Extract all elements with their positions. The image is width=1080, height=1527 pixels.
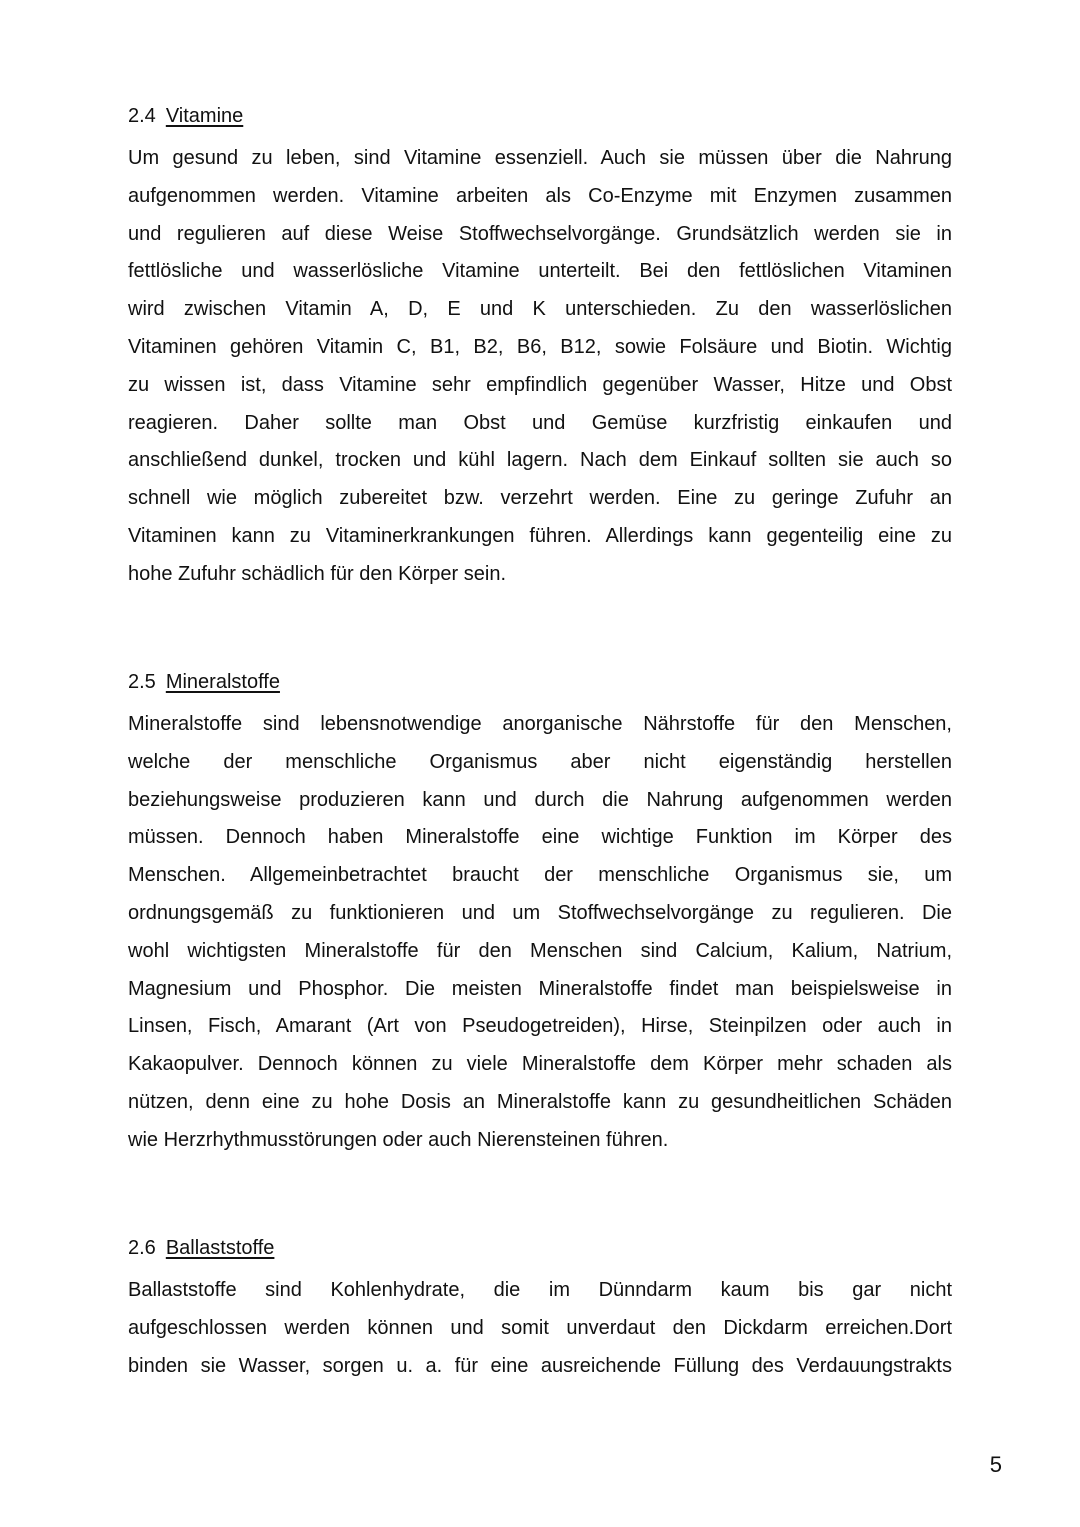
section-heading bbox=[128, 670, 952, 694]
text-line: und regulieren auf diese Weise Stoffwechselvorgänge. Grundsätzlich werden sie in bbox=[128, 222, 952, 245]
section-title: Mineralstoffe bbox=[165, 671, 280, 693]
section-ballaststoffe bbox=[128, 1236, 952, 1385]
text-line: Linsen, Fisch, Amarant (Art von Pseudogetreiden), Hirse, Steinpilzen oder auch in bbox=[128, 1015, 952, 1038]
section-vitamine bbox=[128, 104, 952, 594]
text-line: schnell wie möglich zubereitet bzw. verzehrt werden. Eine zu geringe Zufuhr an bbox=[128, 487, 952, 510]
text-line: hohe Zufuhr schädlich für den Körper sein. bbox=[128, 562, 506, 585]
text-line: aufgeschlossen werden können und somit unverdaut den Dickdarm erreichen.Dort bbox=[128, 1316, 952, 1339]
text-line: fettlösliche und wasserlösliche Vitamine unterteilt. Bei den fettlöslichen Vitaminen bbox=[128, 260, 952, 283]
text-line: Vitaminen kann zu Vitaminerkrankungen führen. Allerdings kann gegenteilig eine zu bbox=[128, 524, 952, 547]
text-line: zu wissen ist, dass Vitamine sehr empfindlich gegenüber Wasser, Hitze und Obst bbox=[128, 373, 952, 396]
page-number: 5 bbox=[989, 1452, 1002, 1477]
section-body bbox=[128, 1272, 952, 1385]
section-heading bbox=[128, 104, 952, 128]
text-line: aufgenommen werden. Vitamine arbeiten als Co-Enzyme mit Enzymen zusammen bbox=[128, 184, 952, 207]
text-line: wie Herzrhythmusstörungen oder auch Nierensteinen führen. bbox=[128, 1128, 669, 1151]
section-number: 2.4 bbox=[128, 105, 156, 127]
text-line: Mineralstoffe sind lebensnotwendige anorganische Nährstoffe für den Menschen, bbox=[128, 713, 952, 735]
section-title: Vitamine bbox=[165, 105, 244, 127]
section-title: Ballaststoffe bbox=[165, 1237, 275, 1259]
text-line: ordnungsgemäß zu funktionieren und um Stoffwechselvorgänge zu regulieren. Die bbox=[128, 901, 952, 924]
section-mineralstoffe bbox=[128, 670, 952, 1160]
text-line: Vitaminen gehören Vitamin C, B1, B2, B6, B12, sowie Folsäure und Biotin. Wichtig bbox=[128, 335, 952, 358]
text-line: Ballaststoffe sind Kohlenhydrate, die im Dünndarm kaum bis gar nicht bbox=[128, 1279, 952, 1301]
text-line: nützen, denn eine zu hohe Dosis an Mineralstoffe kann zu gesundheitlichen Schäden bbox=[128, 1090, 952, 1113]
text-line: anschließend dunkel, trocken und kühl lagern. Nach dem Einkauf sollten sie auch so bbox=[128, 449, 952, 472]
section-body bbox=[128, 140, 952, 594]
section-number: 2.6 bbox=[128, 1237, 156, 1259]
section-heading bbox=[128, 1236, 952, 1260]
text-line: reagieren. Daher sollte man Obst und Gemüse kurzfristig einkaufen und bbox=[128, 411, 952, 434]
text-line: Um gesund zu leben, sind Vitamine essenziell. Auch sie müssen über die Nahrung bbox=[128, 147, 952, 169]
text-line: müssen. Dennoch haben Mineralstoffe eine wichtige Funktion im Körper des bbox=[128, 826, 952, 849]
text-line: Menschen. Allgemeinbetrachtet braucht der menschliche Organismus sie, um bbox=[128, 864, 952, 887]
text-line: binden sie Wasser, sorgen u. a. für eine ausreichende Füllung des Verdauungstrakts bbox=[128, 1354, 952, 1377]
text-line: wird zwischen Vitamin A, D, E und K unterschieden. Zu den wasserlöslichen bbox=[128, 298, 952, 321]
text-line: Magnesium und Phosphor. Die meisten Mineralstoffe findet man beispielsweise in bbox=[128, 977, 952, 1000]
section-body bbox=[128, 706, 952, 1160]
text-line: beziehungsweise produzieren kann und durch die Nahrung aufgenommen werden bbox=[128, 788, 952, 811]
text-line: welche der menschliche Organismus aber nicht eigenständig herstellen bbox=[128, 750, 952, 773]
section-number: 2.5 bbox=[128, 671, 156, 693]
text-line: Kakaopulver. Dennoch können zu viele Mineralstoffe dem Körper mehr schaden als bbox=[128, 1053, 952, 1076]
text-line: wohl wichtigsten Mineralstoffe für den Menschen sind Calcium, Kalium, Natrium, bbox=[128, 939, 952, 962]
